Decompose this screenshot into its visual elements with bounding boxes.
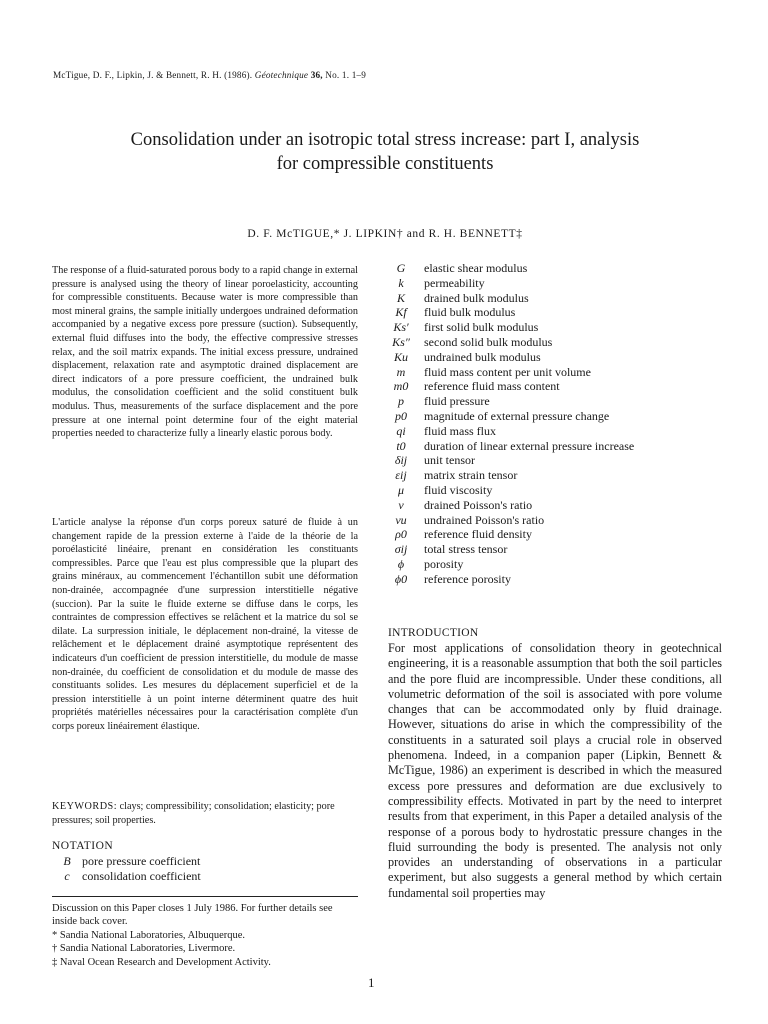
symbol-definition: reference porosity (424, 571, 511, 586)
citation-journal: Géotechnique (254, 70, 309, 80)
symbol-definition: fluid bulk modulus (424, 305, 516, 320)
symbol: p0 (395, 408, 407, 423)
introduction-text: For most applications of consolidation theory in geotechnical engineering, it is a reasonable assumption that both the soil particles and the pore fluid are incompressible. Under these conditions, all volumetric deformation of the soil is associated with pore volume changes that can be accommodated only by fluid drainage. However, situations do arise in which the compressibility of the constituents in a saturated soil plays a crucial role in observed phenomena. Indeed, in a companion paper (Lipkin, Bennett & McTigue, 1986) an experiment is described in which the measured excess pore pressures and deformation are due exclusively to compressibility effects. Motivated in part by the need to interpret results from that experiment, in this Paper a detailed analysis of the response of a porous body to hydrostatic pressure changes in the fluid surrounding the body is presented. The analysis not only provides an understanding of observations in a particular experiment, but also suggests a general method by which certain fundamental soil properties may (388, 641, 722, 900)
symbol-definition: reference fluid mass content (424, 379, 560, 394)
symbol: σij (394, 542, 408, 557)
symbol-row (388, 261, 728, 276)
symbol-definition: drained Poisson's ratio (424, 497, 533, 512)
symbol-row (388, 276, 728, 291)
symbol: εij (395, 468, 407, 483)
symbol-row (388, 483, 728, 498)
symbol-definition: second solid bulk modulus (424, 334, 553, 349)
keywords-text: clays; compressibility; consolidation; elasticity; pore pressures; soil properties. (52, 801, 335, 826)
symbol-definition: undrained bulk modulus (424, 349, 541, 364)
symbol-definition: fluid pressure (424, 394, 490, 409)
symbol: t0 (396, 438, 406, 453)
symbol: μ (397, 482, 405, 497)
symbol-row (388, 305, 728, 320)
symbol-definition: reference fluid density (424, 527, 532, 542)
symbol: Ks′ (393, 320, 409, 335)
symbol-row (388, 572, 728, 587)
page-number: 1 (368, 975, 375, 990)
symbol-row (388, 335, 728, 350)
symbol: Ku (393, 349, 408, 364)
paper-title: Consolidation under an isotropic total stress increase: part I, analysis for compressible constituents (130, 130, 640, 174)
symbol-row (388, 291, 728, 306)
notation-item (52, 869, 358, 884)
symbol-row (388, 350, 728, 365)
citation-volume: 36, (310, 70, 323, 80)
symbol-row (388, 468, 728, 483)
symbol-row (388, 527, 728, 542)
symbol: m0 (393, 379, 409, 394)
symbol-row (388, 379, 728, 394)
symbol: νu (395, 512, 407, 527)
symbol-row (388, 365, 728, 380)
symbol-definition: permeability (424, 275, 485, 290)
notation-definition: pore pressure coefficient (82, 854, 201, 868)
symbol: qi (396, 423, 406, 438)
citation-authors: McTigue, D. F., Lipkin, J. & Bennett, R. H. (1986). (53, 70, 253, 80)
symbol-row (388, 557, 728, 572)
notation-item (52, 854, 358, 869)
symbol: ν (398, 497, 404, 512)
symbol-row (388, 542, 728, 557)
footnote: ‡ Naval Ocean Research and Development Activity. (52, 956, 271, 968)
symbol-definition: porosity (424, 556, 464, 571)
symbol-definition: magnitude of external pressure change (424, 408, 610, 423)
symbol: k (398, 275, 404, 290)
citation-issue: No. 1. 1–9 (325, 70, 367, 80)
symbol-definition: total stress tensor (424, 542, 508, 557)
notation-symbol: B (63, 854, 71, 868)
symbol-definition: elastic shear modulus (424, 261, 528, 275)
footnotes (52, 902, 358, 969)
symbol-row (388, 320, 728, 335)
symbol: G (396, 261, 406, 275)
symbol-definition: duration of linear external pressure increase (424, 438, 635, 453)
symbol: Ks″ (392, 334, 410, 349)
symbol-row (388, 409, 728, 424)
symbol-row (388, 513, 728, 528)
symbol: Kf (395, 305, 407, 320)
symbol-definition: fluid viscosity (424, 482, 493, 497)
symbol-row (388, 424, 728, 439)
notation-heading: NOTATION (52, 840, 114, 852)
keywords (52, 800, 358, 827)
symbol-definition: drained bulk modulus (424, 290, 529, 305)
symbol-row (388, 498, 728, 513)
footnote: * Sandia National Laboratories, Albuquerque. (52, 929, 246, 941)
footnote: Discussion on this Paper closes 1 July 1986. For further details see inside back cover. (52, 903, 333, 928)
footnote-divider (52, 896, 358, 897)
symbol-definition: unit tensor (424, 453, 475, 468)
symbol-definition: fluid mass flux (424, 423, 496, 438)
symbol: ρ0 (395, 527, 407, 542)
notation-symbol: c (64, 869, 70, 884)
symbol-definition: fluid mass content per unit volume (424, 364, 591, 379)
symbol-row (388, 394, 728, 409)
symbol: ϕ0 (394, 571, 408, 586)
symbol: p (398, 394, 404, 409)
symbol: m (396, 364, 406, 379)
symbol-definition: first solid bulk modulus (424, 320, 539, 335)
introduction-heading: INTRODUCTION (388, 627, 479, 639)
symbol-list (388, 261, 728, 587)
journal-citation (53, 70, 366, 80)
symbol-row (388, 439, 728, 454)
notation-definition: consolidation coefficient (82, 869, 201, 884)
symbol: ϕ (397, 556, 405, 571)
symbol: K (396, 290, 405, 305)
abstract-english: The response of a fluid-saturated porous body to a rapid change in external pressure is analysed using the theory of linear poroelasticity, accounting for compressible constituents. Because water is more compressible than most mineral grains, the sample initially undergoes undrained deformation accompanied by a negative excess pore pressure (suction). Subsequently, external fluid diffuses into the body, the effective compressive stresses relax, and the soil matrix expands. The initial excess pressure, undrained displacement, relaxation rate and asymptotic drained displacement are direct indicators of a pore pressure coefficient, the undrained bulk modulus, the consolidation coefficient and the solid constituent bulk modulus. Thus, measurements of the surface displacement and the pore pressure at one internal point determine four of the eight material properties needed to characterize fully a linearly elastic porous body. (52, 265, 358, 440)
symbol-row (388, 453, 728, 468)
symbol-definition: undrained Poisson's ratio (424, 512, 545, 527)
symbol-definition: matrix strain tensor (424, 468, 518, 483)
footnote: † Sandia National Laboratories, Livermore. (52, 943, 236, 955)
symbol: δij (394, 453, 408, 468)
notation-list (52, 854, 358, 885)
abstract-french: L'article analyse la réponse d'un corps poreux saturé de fluide à un changement rapide de la pression externe à l'aide de la théorie de la poroélasticité linéaire, prenant en considération les constituants compressibles. Parce que l'eau est plus compressible que la plupart des grains minéraux, au commencement l'échantillon subit une déformation non-drainée, accompagnée d'une surpression interstitielle négative (succion). Par la suite le fluide externe se diffuse dans le corps, les contraintes de compression effectives se relâchent et la matrice du sol se dilate. La surpression initiale, le déplacement non-drainé, la vitesse de relâchement et le déplacement drainé asymptotique représentent des indicateurs d'un coefficient de pression interstitielle, du module de masse non-drainée, du coefficient de consolidation et du module de masse des constituants solides. Les mesures du déplacement superficiel et de la pression interstitielle à un point interne déterminent quatre des huit propriétés matérielles nécessaires pour la caractérisation complète d'un corps poreux linéairement élastique. (52, 517, 358, 732)
keywords-label: KEYWORDS: (52, 801, 118, 812)
author-line: D. F. McTIGUE,* J. LIPKIN† and R. H. BENNETT‡ (247, 228, 523, 240)
